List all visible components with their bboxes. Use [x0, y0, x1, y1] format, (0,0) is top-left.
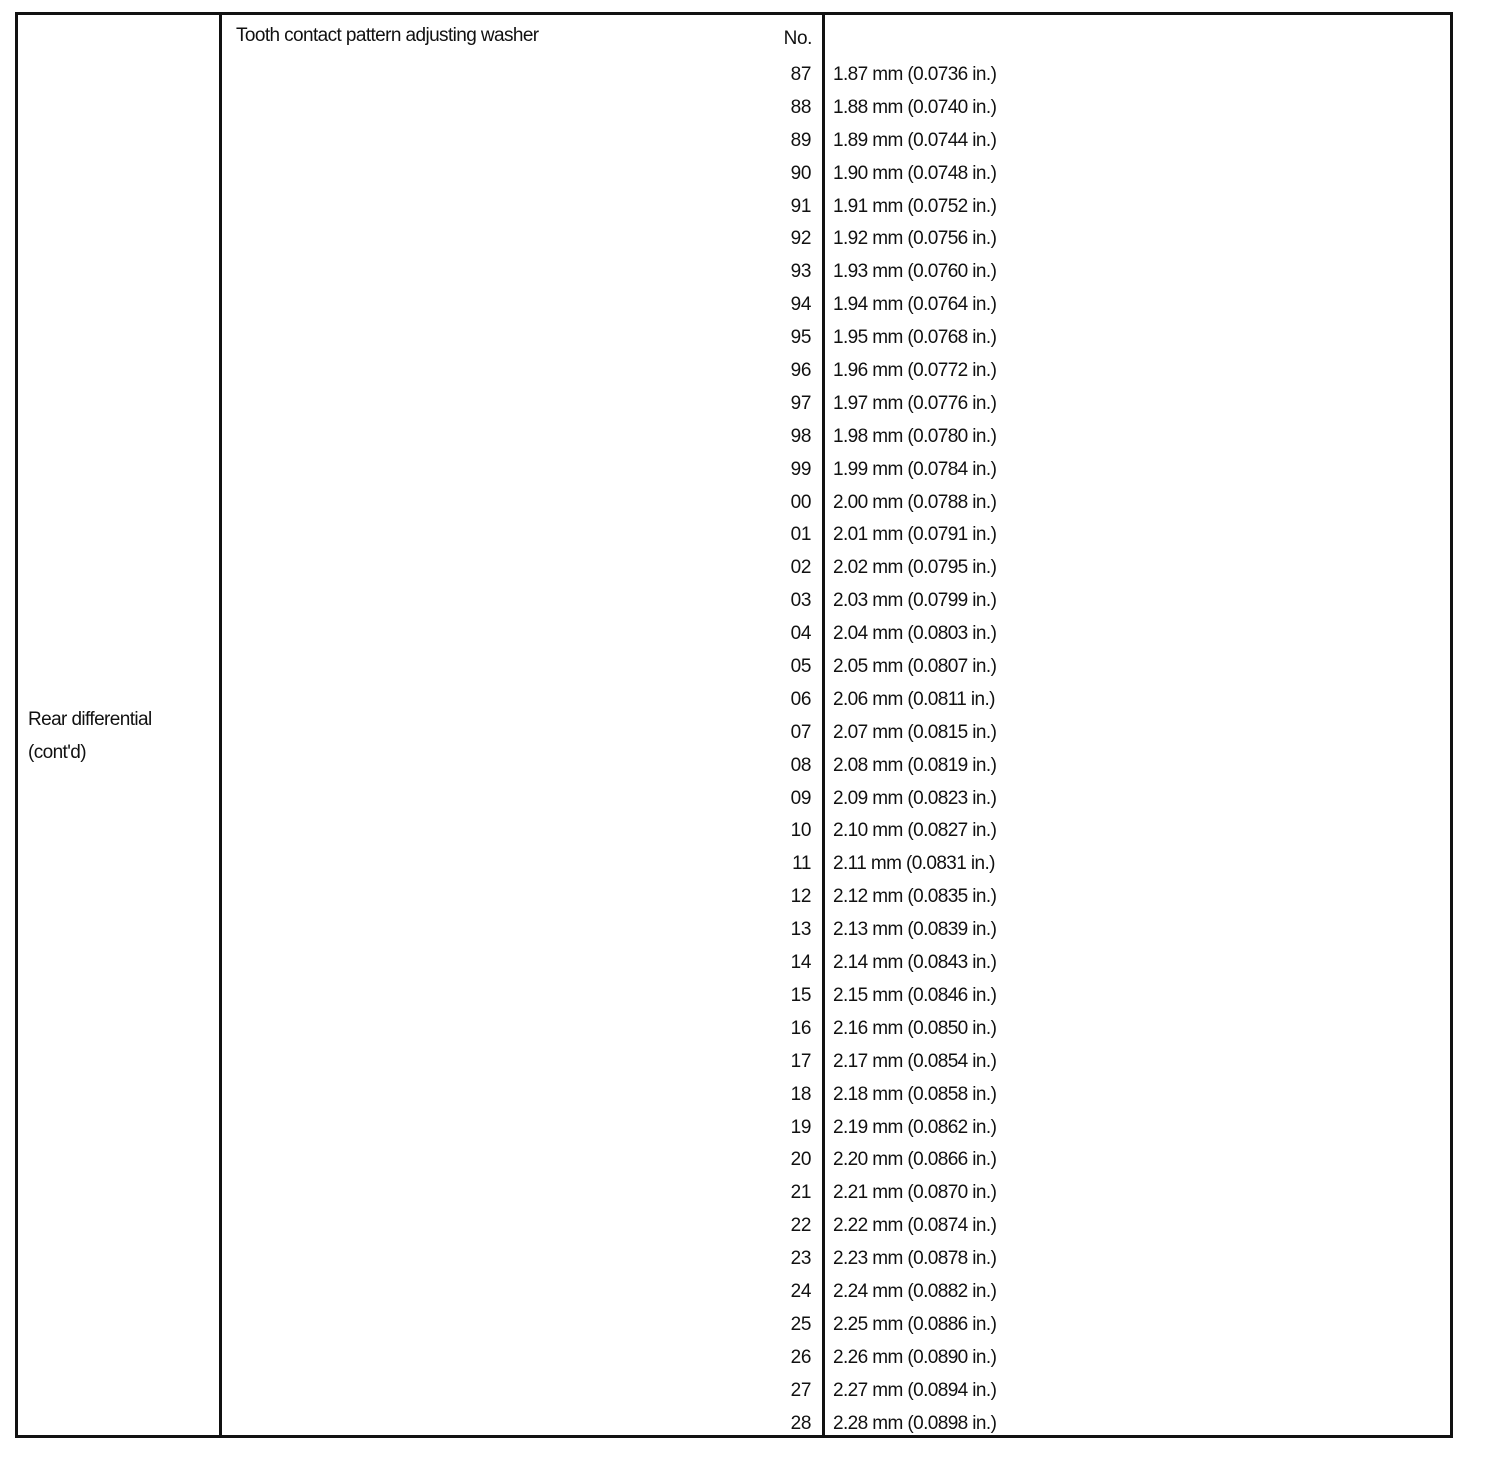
washer-number: 90: [790, 162, 811, 184]
table-row: [18, 290, 1450, 323]
table-row: [18, 1277, 1450, 1310]
washer-number: 92: [790, 228, 811, 250]
table-row: [18, 849, 1450, 882]
washer-number: 88: [790, 96, 811, 118]
washer-number: 24: [790, 1280, 811, 1302]
table-row: [18, 1244, 1450, 1277]
washer-number: 01: [790, 524, 811, 546]
washer-thickness: 2.23 mm (0.0878 in.): [833, 1248, 997, 1270]
table-row: [18, 1080, 1450, 1113]
washer-thickness: 2.21 mm (0.0870 in.): [833, 1182, 997, 1204]
washer-thickness: 2.19 mm (0.0862 in.): [833, 1116, 997, 1138]
washer-number: 07: [790, 721, 811, 743]
washer-thickness: 2.17 mm (0.0854 in.): [833, 1050, 997, 1072]
washer-number: 13: [790, 919, 811, 941]
washer-number: 91: [790, 195, 811, 217]
item-name: Tooth contact pattern adjusting washer: [236, 25, 539, 46]
table-row: [18, 455, 1450, 488]
table-row: [18, 586, 1450, 619]
washer-size-list: [18, 60, 1450, 1441]
washer-thickness: 1.92 mm (0.0756 in.): [833, 228, 997, 250]
washer-number: 09: [790, 787, 811, 809]
washer-thickness: 2.12 mm (0.0835 in.): [833, 886, 997, 908]
table-row: [18, 981, 1450, 1014]
washer-thickness: 1.90 mm (0.0748 in.): [833, 162, 997, 184]
washer-thickness: 2.14 mm (0.0843 in.): [833, 952, 997, 974]
washer-number: 23: [790, 1248, 811, 1270]
table-row: [18, 422, 1450, 455]
section-label-line1: Rear differential: [28, 709, 152, 730]
washer-number: 19: [790, 1116, 811, 1138]
washer-thickness: 1.87 mm (0.0736 in.): [833, 64, 997, 85]
washer-thickness: 1.88 mm (0.0740 in.): [833, 96, 997, 118]
table-row: [18, 520, 1450, 553]
washer-number: 12: [790, 886, 811, 908]
washer-number: 96: [790, 360, 811, 382]
table-row: [18, 1113, 1450, 1146]
table-row: [18, 1178, 1450, 1211]
table-row: [18, 553, 1450, 586]
washer-number: 26: [790, 1346, 811, 1368]
washer-thickness: 2.13 mm (0.0839 in.): [833, 919, 997, 941]
washer-thickness: 1.93 mm (0.0760 in.): [833, 261, 997, 283]
washer-number: 14: [790, 952, 811, 974]
table-row: [18, 1409, 1450, 1442]
washer-thickness: 1.95 mm (0.0768 in.): [833, 327, 997, 349]
table-row: [18, 159, 1450, 192]
washer-thickness: 2.09 mm (0.0823 in.): [833, 787, 997, 809]
washer-thickness: 2.28 mm (0.0898 in.): [833, 1412, 997, 1434]
table-row: [18, 1376, 1450, 1409]
washer-thickness: 2.06 mm (0.0811 in.): [833, 688, 995, 710]
washer-thickness: 1.94 mm (0.0764 in.): [833, 294, 997, 316]
washer-number: 94: [790, 294, 811, 316]
washer-thickness: 2.26 mm (0.0890 in.): [833, 1346, 997, 1368]
table-row: [18, 93, 1450, 126]
washer-number: 15: [790, 984, 811, 1006]
washer-thickness: 2.25 mm (0.0886 in.): [833, 1313, 997, 1335]
washer-number: 98: [790, 425, 811, 447]
washer-number: 21: [790, 1182, 811, 1204]
table-row: [18, 1310, 1450, 1343]
washer-thickness: 2.22 mm (0.0874 in.): [833, 1215, 997, 1237]
table-row: [18, 718, 1450, 751]
washer-thickness: 2.07 mm (0.0815 in.): [833, 721, 997, 743]
washer-number: 17: [790, 1050, 811, 1072]
table-row: [18, 1014, 1450, 1047]
washer-number: 08: [790, 754, 811, 776]
washer-number: 03: [790, 590, 811, 612]
washer-thickness: 1.91 mm (0.0752 in.): [833, 195, 997, 217]
washer-thickness: 2.02 mm (0.0795 in.): [833, 557, 997, 579]
washer-number: 10: [790, 820, 811, 842]
table-row: [18, 784, 1450, 817]
table-row: [18, 1211, 1450, 1244]
washer-thickness: 2.00 mm (0.0788 in.): [833, 491, 997, 513]
table-row: [18, 948, 1450, 981]
washer-thickness: 1.96 mm (0.0772 in.): [833, 360, 997, 382]
washer-thickness: 2.04 mm (0.0803 in.): [833, 623, 997, 645]
washer-thickness: 1.97 mm (0.0776 in.): [833, 392, 997, 414]
washer-number: 00: [790, 491, 811, 513]
table-row: [18, 192, 1450, 225]
table-row: [18, 816, 1450, 849]
washer-number: 20: [790, 1149, 811, 1171]
table-row: [18, 1047, 1450, 1080]
washer-thickness: 2.05 mm (0.0807 in.): [833, 656, 997, 678]
washer-number: 28: [790, 1412, 811, 1434]
washer-thickness: 2.18 mm (0.0858 in.): [833, 1083, 997, 1105]
washer-thickness: 2.27 mm (0.0894 in.): [833, 1379, 997, 1401]
washer-thickness: 1.99 mm (0.0784 in.): [833, 458, 997, 480]
washer-number: 95: [790, 327, 811, 349]
washer-thickness: 1.98 mm (0.0780 in.): [833, 425, 997, 447]
no-column-header: No.: [783, 28, 812, 49]
table-row: [18, 323, 1450, 356]
washer-thickness: 1.89 mm (0.0744 in.): [833, 129, 997, 151]
washer-number: 06: [790, 688, 811, 710]
washer-number: 89: [790, 129, 811, 151]
spec-table: [15, 12, 1453, 1438]
section-label-line2: (cont'd): [28, 742, 86, 763]
table-row: [18, 1343, 1450, 1376]
washer-number: 04: [790, 623, 811, 645]
table-row: [18, 751, 1450, 784]
table-row: [18, 652, 1450, 685]
table-row: [18, 685, 1450, 718]
washer-number: 99: [790, 458, 811, 480]
washer-thickness: 2.10 mm (0.0827 in.): [833, 820, 997, 842]
washer-number: 97: [790, 392, 811, 414]
washer-thickness: 2.03 mm (0.0799 in.): [833, 590, 997, 612]
washer-number: 87: [790, 64, 811, 85]
washer-thickness: 2.08 mm (0.0819 in.): [833, 754, 997, 776]
washer-number: 22: [790, 1215, 811, 1237]
table-row: [18, 488, 1450, 521]
table-row: [18, 1145, 1450, 1178]
table-row: [18, 257, 1450, 290]
washer-number: 11: [792, 853, 811, 875]
table-row: [18, 619, 1450, 652]
table-row: [18, 224, 1450, 257]
washer-number: 27: [790, 1379, 811, 1401]
washer-number: 02: [790, 557, 811, 579]
washer-number: 16: [790, 1017, 811, 1039]
table-row: [18, 356, 1450, 389]
washer-thickness: 2.24 mm (0.0882 in.): [833, 1280, 997, 1302]
washer-number: 05: [790, 656, 811, 678]
washer-thickness: 2.01 mm (0.0791 in.): [833, 524, 997, 546]
table-row: [18, 915, 1450, 948]
washer-thickness: 2.20 mm (0.0866 in.): [833, 1149, 997, 1171]
washer-number: 93: [790, 261, 811, 283]
washer-thickness: 2.11 mm (0.0831 in.): [833, 853, 995, 875]
table-row: [18, 389, 1450, 422]
table-row: [18, 126, 1450, 159]
washer-thickness: 2.16 mm (0.0850 in.): [833, 1017, 997, 1039]
washer-thickness: 2.15 mm (0.0846 in.): [833, 984, 997, 1006]
washer-number: 25: [790, 1313, 811, 1335]
washer-number: 18: [790, 1083, 811, 1105]
table-row: [18, 60, 1450, 93]
table-row: [18, 882, 1450, 915]
